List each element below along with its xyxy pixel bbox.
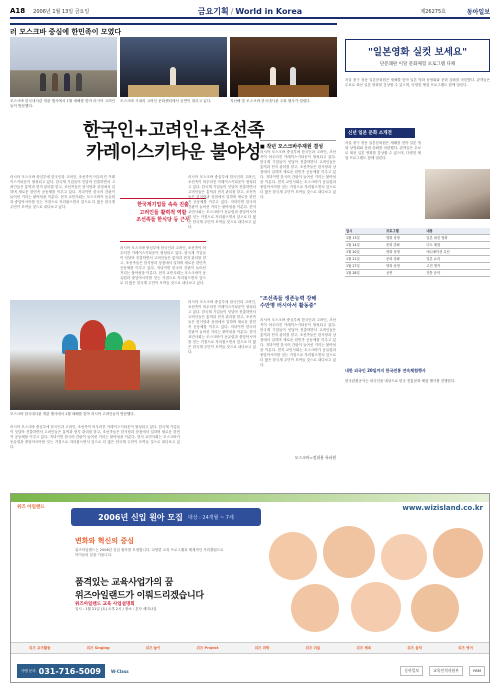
ad-headline-1: 품격있는 교육사업가의 꿈 <box>75 578 174 588</box>
article-byline: 모스크바=정위용 특파원 <box>294 455 336 460</box>
table-cell: 일본 요리 <box>425 256 490 263</box>
section-name: 금요기획 <box>197 6 229 16</box>
photo-strip <box>10 37 337 97</box>
table-cell: 일시 <box>345 228 385 235</box>
article-body: 러시아 모스크바 중심부에 한국인과 고려인, 조선족이 어우러진 카레이스키타운이 형성되고 있다. 한국계 기업들이 잇달아 진출하면서 고려인들은 통역과 현지 관리를 맡고, 조선족들은 한식당과 상점에서 일하며 새로운 한민족 공동체를 이루고 있다. 저녁이면 한국어 간판이 늘어선 거리는 불야성을 이룬다. 현지 교민사회는 모스크바가 동유럽과 중앙아시아를 잇는 거점으로 자리잡으면서 앞으로 더 많은 한국계 주민이 모여들 것으로 내다보고 있다. <box>188 175 256 229</box>
photo-embassy-event <box>10 37 117 97</box>
photo-performance <box>230 37 337 97</box>
newspaper-logo: 동아일보 <box>466 8 490 16</box>
ad-banner-sub: 대상 : 24개월 ~ 7세 <box>187 514 234 521</box>
table-cell: 문화 강좌 <box>385 242 425 249</box>
issue-number: 제26275호 <box>420 8 446 15</box>
photo-caption: 모스크바 한국대사관 개관 행사에서 1월 새해를 맞아 러시아 고려인들이 방문했다. <box>10 412 135 416</box>
headline-line-2: 카레이스키타운 불야성 <box>86 142 261 163</box>
table-cell: 일본 최신 영화 <box>425 235 490 242</box>
table-cell: 1월 28일 <box>345 270 385 277</box>
headline-line-1: 한국인+고려인+조선족 <box>82 120 265 141</box>
sponsor-logo: 교육인적자원부 <box>429 666 463 676</box>
feature-note: 내한 외국인 20일까지 한국전통 연속체험행사 <box>345 368 426 373</box>
ad-partner: W-Class <box>110 668 129 674</box>
info-box-head: 신년 일본 문화 소개전 <box>345 128 415 138</box>
table-cell: 내용 <box>425 228 490 235</box>
table-cell: 1월 21일 <box>345 256 385 263</box>
table-cell: 영화 상영 <box>385 263 425 270</box>
section-name-en: World in Korea <box>235 6 303 16</box>
ad-menu-item[interactable]: 위즈 영어 <box>458 645 473 650</box>
feature-body: 서울 중구 정동 일본문화원은 새해를 맞아 일본 영화 상영회와 문화 강좌를 마련했다. 관객들은 무료로 최신 일본 영화를 감상할 수 있으며, 다양한 체험 프로그램도 함께 열린다. <box>345 141 421 160</box>
photo-caption: 지난해 말 모스크바 한국대사관 주최 행사가 열렸다. <box>230 99 311 103</box>
table-cell: 1월 27일 <box>345 263 385 270</box>
ad-banner-main: 2006년 신입 원아 모집 <box>98 512 183 522</box>
side-article-subhead <box>260 296 336 310</box>
pull-quote-line: 조선족들 한식당 등 근무 <box>136 217 190 223</box>
ad-event-text: 일시 : 1월 21일 (토) 오후 2시 / 장소 : 본사 세미나실 <box>75 607 157 611</box>
table-row <box>345 263 490 270</box>
ad-phone-number: 031-716-5009 <box>38 666 101 676</box>
side-article-body: 러시아 모스크바 중심부에 한국인과 고려인, 조선족이 어우러진 카레이스키타운이 형성되고 있다. 한국계 기업들이 잇달아 진출하면서 고려인들은 통역과 현지 관리를 맡고, 조선족들은 한식당과 상점에서 일하며 새로운 한민족 공동체를 이루고 있다. 저녁이면 한국어 간판이 늘어선 거리는 불야성을 이룬다. 현지 교민사회는 모스크바가 동유럽과 중앙아시아를 잇는 거점으로 자리잡으면서 앞으로 더 많은 한국계 주민이 모여들 것으로 내다보고 있다. <box>260 318 336 367</box>
table-cell: 1월 13일 <box>345 235 385 242</box>
sponsor-logo: YBM <box>469 666 485 676</box>
sponsor-logo: 동아일보 <box>400 666 423 676</box>
table-row <box>345 256 490 263</box>
photo-red-square <box>10 300 180 410</box>
ad-menu-item[interactable]: 위즈 음악 <box>407 645 422 650</box>
advertisement[interactable] <box>10 493 490 683</box>
ad-banner <box>71 508 261 526</box>
table-cell: 고전 명작 <box>425 263 490 270</box>
side-article-body: 러시아 모스크바 중심부에 한국인과 고려인, 조선족이 어우러진 카레이스키타운이 형성되고 있다. 한국계 기업들이 잇달아 진출하면서 고려인들은 통역과 현지 관리를 맡고, 조선족들은 한식당과 상점에서 일하며 새로운 한민족 공동체를 이루고 있다. 저녁이면 한국어 간판이 늘어선 거리는 불야성을 이룬다. 현지 교민사회는 모스크바가 동유럽과 중앙아시아를 잇는 거점으로 자리잡으면서 앞으로 더 많은 한국계 주민이 모여들 것으로 내다보고 있다. <box>260 150 336 199</box>
ad-event-info <box>75 602 225 612</box>
ad-phone-label: 가맹 문의 <box>21 668 36 673</box>
table-cell: 영화 상영 <box>385 235 425 242</box>
ad-subtitle: 변화와 혁신의 중심 <box>75 537 134 545</box>
ad-contact[interactable] <box>17 664 105 678</box>
photo-captions <box>10 99 337 109</box>
feature-footer: 한국관광공사는 외국인을 대상으로 한국 전통문화 체험 행사를 진행한다. <box>345 379 456 383</box>
subhead-line: 수만명 러시아서 활동중" <box>260 303 317 309</box>
ad-sponsor-logos <box>400 666 485 676</box>
feature-body: 서울 중구 정동 일본문화원은 새해를 맞아 일본 영화 상영회와 문화 강좌를 마련했다. 관객들은 무료로 최신 일본 영화를 감상할 수 있으며, 다양한 체험 프로그램도 함께 열린다. <box>345 78 490 87</box>
photo-caption: 모스크바 시내의 고려인 문화센터에서 공연이 열리고 있다. <box>120 99 212 103</box>
ad-menu-item[interactable]: 위즈 Singing <box>86 645 110 650</box>
article-kicker: 러 모스크바 중심에 한민족이 모였다 <box>10 23 337 35</box>
pull-quote-line: 한국계기업들 속속 진출 <box>137 202 189 208</box>
side-article-head: ■ 작년 모스크바주재원 결성 <box>260 140 336 150</box>
ad-event-title: 위즈아일랜드 교육 사업설명회 <box>75 602 135 607</box>
table-cell: 애니메이션 특선 <box>425 249 490 256</box>
schedule-table <box>345 228 490 277</box>
masthead <box>10 5 490 19</box>
page-number: A18 <box>10 7 26 15</box>
photo-caption: 모스크바 한국대사관 개관 행사에서 1월 새해를 맞아 러시아 고려인들이 방문했다. <box>10 99 116 108</box>
ad-url-link[interactable]: www.wizisland.co.kr <box>402 504 483 512</box>
table-cell: 다도 체험 <box>425 242 490 249</box>
table-cell: 프로그램 <box>385 228 425 235</box>
ad-menu-item[interactable]: 위즈 체육 <box>356 645 372 650</box>
table-row <box>345 235 490 242</box>
table-cell: 1월 20일 <box>345 249 385 256</box>
ad-menu-item[interactable]: 위즈 Project <box>196 645 219 650</box>
feature-subtitle: 단문쾌판 이달 문화체험 프로그램 다채 <box>379 62 456 67</box>
table-cell: 공연 <box>385 270 425 277</box>
ad-menu-item[interactable]: 위즈 미술 <box>305 645 321 650</box>
article-body: 러시아 모스크바 중심부에 한국인과 고려인, 조선족이 어우러진 카레이스키타운이 형성되고 있다. 한국계 기업들이 잇달아 진출하면서 고려인들은 통역과 현지 관리를 맡고, 조선족들은 한식당과 상점에서 일하며 새로운 한민족 공동체를 이루고 있다. 저녁이면 한국어 간판이 늘어선 거리는 불야성을 이룬다. 현지 교민사회는 모스크바가 동유럽과 중앙아시아를 잇는 거점으로 자리잡으면서 앞으로 더 많은 한국계 주민이 모여들 것으로 내다보고 있다. <box>10 175 115 209</box>
feature-photo <box>425 169 490 219</box>
ad-headline-2: 위즈아일랜드가 이뤄드리겠습니다 <box>75 591 204 601</box>
pull-quote-line: 고려인들 활력적 역할 <box>139 209 187 216</box>
feature-title-box <box>345 39 490 72</box>
ad-top-bar <box>11 494 490 502</box>
table-cell: 1월 14일 <box>345 242 385 249</box>
table-cell: 문화 강좌 <box>385 256 425 263</box>
table-cell: 영화 상영 <box>385 249 425 256</box>
ad-menu-item[interactable]: 위즈 과학 <box>254 645 270 650</box>
feature-title: "일본영화 실컷 보세요" <box>367 47 468 58</box>
table-row <box>345 249 490 256</box>
photo-concert <box>120 37 227 97</box>
article-body: 러시아 모스크바 중심부에 한국인과 고려인, 조선족이 어우러진 카레이스키타운이 형성되고 있다. 한국계 기업들이 잇달아 진출하면서 고려인들은 통역과 현지 관리를 맡고, 조선족들은 한식당과 상점에서 일하며 새로운 한민족 공동체를 이루고 있다. 저녁이면 한국어 간판이 늘어선 거리는 불야성을 이룬다. 현지 교민사회는 모스크바가 동유럽과 중앙아시아를 잇는 거점으로 자리잡으면서 앞으로 더 많은 한국계 주민이 모여들 것으로 내다보고 있다. <box>188 300 256 354</box>
table-row <box>345 242 490 249</box>
ad-copy: 위즈아일랜드는 2006년 신입 원아를 모집합니다. 다양한 교육 프로그램과 체계적인 커리큘럼으로 아이들의 꿈을 키웁니다. <box>75 548 224 557</box>
table-cell: 전통 음악 <box>425 270 490 277</box>
ad-brand: 위즈 아일랜드 <box>17 505 45 510</box>
article-body: 러시아 모스크바 중심부에 한국인과 고려인, 조선족이 어우러진 카레이스키타운이 형성되고 있다. 한국계 기업들이 잇달아 진출하면서 고려인들은 통역과 현지 관리를 맡고, 조선족들은 한식당과 상점에서 일하며 새로운 한민족 공동체를 이루고 있다. 저녁이면 한국어 간판이 늘어선 거리는 불야성을 이룬다. 현지 교민사회는 모스크바가 동유럽과 중앙아시아를 잇는 거점으로 자리잡으면서 앞으로 더 많은 한국계 주민이 모여들 것으로 내다보고 있다. <box>120 246 206 285</box>
issue-date: 2006년 1월 13일 금요일 <box>33 8 90 15</box>
ad-program-menu <box>11 642 490 654</box>
ad-menu-item[interactable]: 위즈 놀이 <box>145 645 161 650</box>
ad-footer <box>11 658 490 683</box>
article-body: 러시아 모스크바 중심부에 한국인과 고려인, 조선족이 어우러진 카레이스키타운이 형성되고 있다. 한국계 기업들이 잇달아 진출하면서 고려인들은 통역과 현지 관리를 맡고, 조선족들은 한식당과 상점에서 일하며 새로운 한민족 공동체를 이루고 있다. 저녁이면 한국어 간판이 늘어선 거리는 불야성을 이룬다. 현지 교민사회는 모스크바가 동유럽과 중앙아시아를 잇는 거점으로 자리잡으면서 앞으로 더 많은 한국계 주민이 모여들 것으로 내다보고 있다. <box>10 425 180 449</box>
ad-menu-item[interactable]: 위즈 교구활동 <box>29 645 51 650</box>
section-title: 금요기획 / World in Korea <box>197 6 303 16</box>
subhead-line: "조선족들 생존능력 강해 <box>260 296 317 302</box>
table-row <box>345 270 490 277</box>
ad-children-photo <box>261 522 487 638</box>
